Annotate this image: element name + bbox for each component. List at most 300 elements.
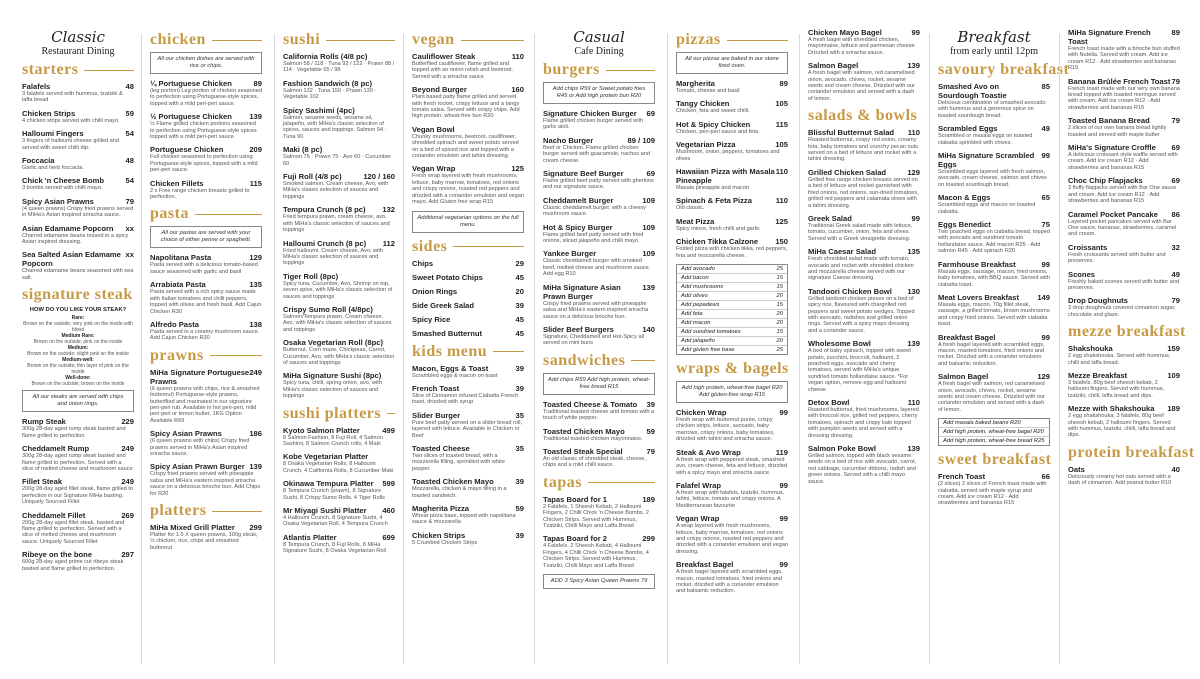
item-price: 110: [511, 52, 524, 61]
menu-item[interactable]: [22, 417, 134, 439]
menu-item[interactable]: [412, 164, 524, 205]
menu-item[interactable]: [283, 172, 395, 200]
menu-item[interactable]: [938, 220, 1050, 255]
section-heading-text: kids menu: [412, 342, 488, 360]
menu-item[interactable]: [676, 560, 788, 595]
menu-item[interactable]: [22, 444, 134, 472]
menu-item[interactable]: [808, 168, 920, 209]
item-description: Platter for 1 5 X queen prawns, 100g steak, ½ chicken, rice, chips and smashed butternut: [150, 532, 258, 551]
add-on-label: Add sundried tomatoes: [681, 329, 741, 336]
item-name: Chick 'n Cheese Bomb: [22, 176, 104, 186]
menu-item[interactable]: [676, 79, 788, 94]
item-name: Slider Burger: [412, 410, 461, 420]
menu-item[interactable]: [543, 196, 655, 218]
menu-item[interactable]: [150, 368, 262, 424]
menu-item[interactable]: [676, 408, 788, 443]
doneness-name: Rare:: [71, 315, 85, 322]
item-name: MiHa Caesar Salad: [808, 247, 876, 257]
heading-rule: [210, 355, 262, 356]
item-price: 54: [125, 176, 134, 186]
menu-item[interactable]: [283, 452, 395, 474]
menu-item[interactable]: [1068, 143, 1180, 171]
menu-item[interactable]: [412, 444, 524, 472]
add-on-row[interactable]: [677, 328, 787, 337]
menu-item[interactable]: [283, 52, 395, 74]
menu-item-header: [1068, 243, 1180, 252]
item-name: Detox Bowl: [808, 398, 850, 408]
add-on-row[interactable]: [677, 310, 787, 319]
item-name: Chicken Strips: [22, 108, 76, 118]
menu-item-header: [22, 82, 134, 91]
menu-item[interactable]: [1068, 371, 1180, 399]
item-description: 3 falafels, 80g beef sheesh kebab, 2 halloumi fingers. Served with hummus, tzatziki, chilli, laffa bread and dips.: [1068, 379, 1165, 399]
menu-item-header: [412, 384, 524, 393]
menu-item[interactable]: [412, 384, 524, 406]
menu-item[interactable]: [412, 85, 524, 120]
item-price: 139: [907, 339, 920, 349]
menu-item-header: [150, 145, 262, 154]
menu-item[interactable]: [283, 305, 395, 333]
menu-item-header: [543, 196, 655, 205]
item-description: Salmon/Tempura prawn, Cream cheese, Avo, with MiHa's classic selection of sauces and toppings: [283, 313, 392, 333]
doneness-desc: Brown on the outside; thin layer of pink on the inside: [27, 363, 129, 376]
menu-item-header: [676, 217, 788, 226]
menu-column-5: [543, 28, 655, 673]
menu-item[interactable]: [1068, 116, 1180, 138]
item-price: 135: [907, 247, 920, 257]
item-description: 600g 28-day aged prime cut ribeye steak basted and flame grilled to perfection.: [22, 559, 124, 572]
menu-item[interactable]: [938, 82, 1050, 119]
section-heading: [543, 61, 655, 79]
menu-item[interactable]: [676, 196, 788, 211]
menu-item[interactable]: [150, 320, 262, 342]
heading-rule: [84, 70, 134, 71]
menu-item-header: [543, 534, 655, 543]
item-price: 139: [907, 444, 920, 454]
item-description: An old classic of shredded steak, cheese, chips and a mild chilli sauce.: [543, 455, 646, 469]
item-name: ¼ Portuguese Chicken: [150, 79, 232, 88]
item-name: Yankee Burger: [543, 249, 597, 259]
menu-item[interactable]: [150, 523, 262, 551]
item-price: 85: [1041, 82, 1050, 91]
menu-item[interactable]: [283, 205, 395, 233]
item-price: 249: [121, 477, 134, 487]
doneness-desc: Brown on the outside; pink on the inside: [33, 339, 123, 346]
add-on-row[interactable]: [677, 274, 787, 283]
menu-item[interactable]: [283, 533, 395, 555]
item-description: 4 Falafels, 2 Sheesh Kebab, 4 Halloumi Fingers, 4 Chilli Chick 'n Cheese Bombs, 4 Chicken Strips. Served with Hummus, Tzatziki, Chilli Mayo and Laffa Bread: [543, 543, 649, 569]
menu-item[interactable]: [808, 287, 920, 334]
menu-item[interactable]: [412, 273, 524, 282]
item-description: Flame grilled chicken burger served with garlic aioli.: [543, 118, 644, 131]
item-name: Crispy Sumo Roll (4/8pc): [283, 304, 373, 314]
menu-item[interactable]: [150, 280, 262, 315]
menu-item[interactable]: [808, 398, 920, 439]
item-description: Signature, Cheddamelt and Hot-Spicy all served on mini buns: [543, 333, 645, 347]
heading-rule: [606, 70, 655, 71]
item-price: 139: [249, 462, 262, 472]
item-description: 8 Salmon Fashion, 8 Fuji Roll, 4 Salmon Sashimi, 8 Salmon Crunch rolls, 4 Maki: [283, 434, 383, 447]
item-name: MiHa Signature Sushi (8pc): [283, 371, 382, 381]
menu-item[interactable]: [150, 145, 262, 173]
menu-item[interactable]: [22, 156, 134, 171]
item-description: 2 x Free range chicken breasts grilled to perfection.: [150, 187, 250, 201]
section-heading: [412, 238, 524, 256]
menu-item[interactable]: [808, 128, 920, 163]
item-price: 110: [907, 398, 920, 408]
menu-item[interactable]: [938, 333, 1050, 368]
heading-rule: [212, 511, 262, 512]
item-name: Falafel Wrap: [676, 480, 722, 490]
add-on-row[interactable]: [677, 292, 787, 301]
menu-item[interactable]: [283, 371, 395, 399]
menu-item-header: [22, 511, 134, 520]
menu-item[interactable]: [1068, 243, 1180, 265]
menu-item[interactable]: [22, 511, 134, 546]
section-heading: [412, 343, 524, 361]
menu-item[interactable]: [412, 315, 524, 324]
menu-item-header: [150, 179, 262, 188]
add-on-label: Add masala baked beans R20: [943, 420, 1021, 427]
menu-item[interactable]: [676, 140, 788, 162]
item-name: Ribeye on the bone: [22, 550, 93, 560]
menu-item[interactable]: [22, 176, 134, 191]
item-price: 189: [642, 494, 655, 504]
menu-item[interactable]: [808, 214, 920, 242]
menu-item[interactable]: [1068, 210, 1180, 238]
menu-item[interactable]: [412, 259, 524, 268]
menu-item[interactable]: [543, 400, 655, 422]
menu-item[interactable]: [808, 28, 920, 56]
menu-item[interactable]: [543, 136, 655, 164]
menu-item[interactable]: [1068, 270, 1180, 292]
menu-item[interactable]: [412, 301, 524, 310]
menu-item[interactable]: [412, 287, 524, 296]
menu-item-header: [283, 426, 395, 435]
menu-item[interactable]: [412, 531, 524, 546]
item-price: 139: [642, 282, 655, 292]
menu-item[interactable]: [938, 372, 1050, 413]
item-name: Cheddamelt Fillet: [22, 510, 86, 520]
menu-item[interactable]: [412, 477, 524, 499]
menu-item-header: [412, 315, 524, 324]
menu-item-header: [412, 504, 524, 513]
doneness-name: Well-done:: [65, 375, 91, 382]
item-price: 75: [1041, 220, 1050, 230]
menu-item[interactable]: [676, 167, 788, 191]
menu-item[interactable]: [676, 237, 788, 259]
menu-item[interactable]: [283, 272, 395, 300]
add-on-price: 15: [776, 284, 783, 291]
menu-item[interactable]: [22, 129, 134, 151]
menu-item[interactable]: [412, 125, 524, 160]
item-price: 129: [249, 253, 262, 263]
add-on-row[interactable]: [677, 337, 787, 346]
menu-item[interactable]: [283, 479, 395, 501]
item-name: Kobe Vegetarian Platter: [283, 452, 369, 462]
menu-item[interactable]: [283, 239, 395, 267]
menu-item[interactable]: [150, 253, 262, 275]
menu-item[interactable]: [150, 79, 262, 107]
menu-item-header: [676, 167, 788, 185]
menu-item[interactable]: [1068, 77, 1180, 112]
menu-item[interactable]: [22, 197, 134, 219]
menu-item[interactable]: [676, 514, 788, 555]
item-description: (6 queen prawns with chips, rice & smashed butternut) Portuguese-style prawns, butterflied and marinated in our signature peri-peri rub. Available in hot peri-peri, mild peri-peri or lemon butter. 1KG Option Available R69: [150, 385, 260, 424]
item-name: Tandoori Chicken Bowl: [808, 286, 892, 296]
item-price: 299: [249, 523, 262, 532]
column-divider: [141, 34, 142, 664]
item-price: 110: [775, 196, 788, 206]
menu-item[interactable]: [543, 169, 655, 191]
menu-item[interactable]: [22, 250, 134, 281]
menu-item-header: [412, 444, 524, 453]
menu-item[interactable]: [412, 364, 524, 379]
doneness-name: Medium-well:: [62, 357, 94, 364]
menu-item[interactable]: [283, 506, 395, 528]
item-description: A wrap layered with fresh mushrooms, lettuce, baby marrow, tomatoes, red onions and crispy onions, roasted red peppers and drizzled with a coriander emulsion and vegan dressing.: [676, 523, 788, 555]
menu-item-header: [283, 452, 395, 461]
menu-item[interactable]: [1068, 28, 1180, 72]
item-price: 139: [907, 61, 920, 71]
menu-item-header: [676, 408, 788, 417]
menu-item-header: [543, 400, 655, 409]
section-heading: [938, 61, 1070, 79]
menu-item[interactable]: [938, 472, 1050, 507]
menu-item[interactable]: [543, 534, 655, 569]
menu-item[interactable]: [543, 109, 655, 131]
item-description: Freshly baked scones served with butter and preserves.: [1068, 278, 1180, 291]
heading-rule: [588, 482, 655, 483]
menu-item-header: [22, 250, 134, 268]
menu-item-header: [412, 85, 524, 94]
menu-item[interactable]: [283, 79, 395, 101]
menu-item[interactable]: [676, 448, 788, 476]
item-description: A fresh wrap with peppered steak, smashed avo, cream cheese, feta and lettuce, drizzled with a spicy mayo and sriracha sauce.: [676, 456, 788, 476]
menu-item-header: [1068, 116, 1180, 125]
menu-item[interactable]: [150, 179, 262, 201]
menu-item-header: [283, 506, 395, 515]
menu-item[interactable]: [412, 504, 524, 526]
menu-item[interactable]: [283, 106, 395, 141]
item-price: 129: [1037, 372, 1050, 382]
item-name: Banana Brûlée French Toast: [1068, 76, 1171, 86]
menu-item[interactable]: [808, 339, 920, 393]
menu-item[interactable]: [808, 61, 920, 102]
menu-item[interactable]: [676, 481, 788, 509]
add-on-row[interactable]: [677, 265, 787, 274]
menu-item-header: [543, 223, 655, 232]
menu-item[interactable]: [22, 109, 134, 124]
item-name: Greek Salad: [808, 213, 852, 223]
item-name: Chicken Mayo Bagel: [808, 28, 882, 37]
column-divider: [274, 34, 275, 664]
item-description: Salmon 75 · Prawn 75 · Avo 60 · Cucumber 60: [283, 154, 392, 167]
add-on-row[interactable]: [939, 419, 1049, 428]
item-name: Hawaiian Pizza with Masala Pineapple: [676, 167, 775, 186]
menu-item-header: [150, 368, 262, 386]
menu-item-header: [543, 325, 655, 334]
menu-item[interactable]: [150, 462, 262, 497]
menu-item[interactable]: [1068, 296, 1180, 318]
section-heading: [412, 31, 524, 49]
add-on-row[interactable]: [939, 437, 1049, 445]
menu-item[interactable]: [676, 99, 788, 114]
menu-column-8: [938, 28, 1070, 673]
section-heading: [543, 352, 655, 370]
item-name: Caramel Pocket Pancake: [1068, 209, 1158, 219]
menu-item[interactable]: [150, 112, 262, 140]
menu-item-header: [543, 136, 655, 145]
item-name: Chips: [412, 258, 434, 268]
item-name: Vegan Wrap: [676, 514, 720, 524]
item-name: Mr Miyagi Sushi Platter: [283, 506, 367, 516]
item-price: 79: [646, 446, 655, 456]
item-name: Croissants: [1068, 242, 1108, 252]
section-heading-text: sushi: [283, 31, 321, 48]
item-name: Signature Chicken Burger: [543, 109, 637, 118]
item-name: Oats: [1068, 464, 1085, 474]
section-heading-text: protein breakfast: [1068, 443, 1195, 461]
add-on-label: Add avocado: [681, 266, 715, 273]
item-name: Choc Chip Flapjacks: [1068, 176, 1143, 186]
menu-item-header: [676, 196, 788, 205]
add-on-label: Add feta: [681, 311, 703, 318]
add-on-row[interactable]: [677, 283, 787, 292]
item-price: 150: [775, 237, 788, 247]
item-description: Mushroom, onion, peppers, tomatoes and olives: [676, 149, 780, 162]
menu-item[interactable]: [412, 411, 524, 439]
menu-item-header: [676, 120, 788, 129]
section-heading-text: pizzas: [676, 31, 721, 48]
menu-item[interactable]: [1068, 404, 1180, 439]
item-price: 109: [642, 195, 655, 205]
menu-item[interactable]: [283, 338, 395, 366]
item-name: Toasted Steak Special: [543, 446, 623, 456]
item-price: 65: [1041, 193, 1050, 203]
section-heading: [150, 205, 262, 223]
add-on-row[interactable]: [677, 319, 787, 328]
menu-item[interactable]: [543, 427, 655, 442]
menu-item-header: [22, 550, 134, 559]
menu-item[interactable]: [938, 151, 1050, 188]
menu-item[interactable]: [22, 224, 134, 246]
menu-item-header: [283, 172, 395, 181]
menu-item-header: [150, 523, 262, 532]
menu-item-header: [808, 247, 920, 256]
menu-item[interactable]: [543, 495, 655, 530]
menu-item[interactable]: [1068, 465, 1180, 487]
item-name: Breakfast Bagel: [676, 560, 734, 570]
item-price: 140: [642, 324, 655, 334]
add-on-row[interactable]: [677, 346, 787, 354]
menu-item[interactable]: [543, 223, 655, 245]
menu-item-header: [412, 477, 524, 486]
item-price: 99: [911, 213, 920, 223]
menu-item[interactable]: [808, 247, 920, 282]
menu-item[interactable]: [676, 217, 788, 232]
item-name: Vegan Wrap: [412, 164, 456, 174]
item-description: 200g 28-day aged fillet steak, flame grilled to perfection in our Signature MiHa basting. Uniquely Sourced Fillet: [22, 486, 134, 506]
item-description: Old classic.: [676, 205, 705, 212]
menu-column-7: [808, 28, 920, 673]
doneness-level: [22, 375, 134, 387]
add-on-row[interactable]: [677, 301, 787, 310]
item-description: Scrambled or masala eggs on toasted ciabatta sprinkled with chives.: [938, 133, 1033, 146]
add-on-price: 25: [776, 266, 783, 273]
item-price: 59: [646, 426, 655, 436]
item-description: 3 fingers of halloumi cheese grilled and served with sweet chilli dip.: [22, 138, 120, 151]
menu-item-header: [150, 320, 262, 329]
menu-item-header: [150, 112, 262, 121]
item-name: Nacho Burger: [543, 135, 594, 145]
item-name: Drop Doughnuts: [1068, 296, 1128, 306]
menu-item[interactable]: [412, 329, 524, 338]
menu-item[interactable]: [283, 145, 395, 167]
menu-item[interactable]: [938, 193, 1050, 215]
item-description: 8 Tempura Crunch (prawn), 8 Signature Sushi, 8 Crispy Sumo Rolls, 4 Tiger Rolls: [283, 488, 385, 501]
item-description: 300g 28-day aged rump steak basted and flame grilled to perfection: [22, 426, 126, 439]
item-price: 299: [642, 534, 655, 544]
menu-column-4: [412, 28, 524, 673]
menu-item[interactable]: [283, 426, 395, 448]
item-price: 105: [775, 140, 788, 150]
menu-item[interactable]: [938, 260, 1050, 288]
item-name: Halloumi Fingers: [22, 129, 84, 139]
item-name: Scones: [1068, 269, 1096, 279]
item-description: 3 drop doughnuts covered cinnamon sugar, chocolate and glaze.: [1068, 305, 1176, 318]
add-on-row[interactable]: [939, 428, 1049, 437]
menu-item-header: [1068, 28, 1180, 46]
menu-item-header: [808, 214, 920, 223]
menu-item[interactable]: [938, 293, 1050, 328]
section-script-title: Breakfast: [957, 28, 1031, 46]
menu-item[interactable]: [543, 283, 655, 320]
item-description: (2 slices) 2 slices of French toast made with ciabatta, served with maple syrup and cream. Add ice cream R12 · Add strawberries and bananas R15: [938, 481, 1047, 507]
item-price: 66: [1041, 472, 1050, 482]
menu-item[interactable]: [1068, 344, 1180, 366]
menu-item[interactable]: [543, 447, 655, 469]
menu-item[interactable]: [22, 82, 134, 104]
menu-item-header: [1068, 77, 1180, 86]
menu-item[interactable]: [808, 444, 920, 485]
menu-item[interactable]: [22, 550, 134, 572]
item-description: A fresh bagel with salmon, red caramelised onion, avocado, chives, rocket, sesame seeds and cream cheese. Drizzled with our coriander emulsion and served with a dash of lemon.: [808, 70, 915, 102]
menu-item[interactable]: [676, 120, 788, 135]
item-description: 4 chicken strips served with chilli mayo.: [22, 117, 120, 124]
item-price: 89 / 109: [627, 135, 655, 145]
menu-item-header: [676, 140, 788, 149]
item-description: Plant based patty flame grilled and served with fresh rocket, crispy lettuce and a tangy tomato salsa. Served with crispy chips. Add high protein, wheat-free bun R20: [412, 94, 520, 120]
section-heading-text: sides: [412, 237, 448, 255]
menu-item[interactable]: [412, 52, 524, 80]
item-description: 4 Halloumi Crunch, 8 Signature Sushi, 4 Osaka Vegetarian Roll, 4 Tempura Crunch: [283, 515, 388, 528]
item-description: 3 bombs served with chilli mayo.: [22, 185, 103, 192]
menu-item[interactable]: [150, 429, 262, 457]
item-price: 99: [779, 514, 788, 524]
menu-item[interactable]: [22, 477, 134, 505]
item-name: Toasted Cheese: [412, 443, 470, 453]
menu-item[interactable]: [938, 124, 1050, 146]
item-description: Butternut, Corn maze, Chickpeas, Carrot, Cucumber, Avo, with MiHa's classic selection of sauces and toppings: [283, 347, 395, 366]
item-name: Spinach & Feta Pizza: [676, 196, 752, 206]
item-price: 69: [1171, 143, 1180, 153]
menu-item[interactable]: [543, 249, 655, 277]
item-price: 79: [1171, 296, 1180, 306]
menu-item-header: [543, 249, 655, 258]
menu-item[interactable]: [1068, 176, 1180, 204]
menu-item[interactable]: [543, 325, 655, 347]
